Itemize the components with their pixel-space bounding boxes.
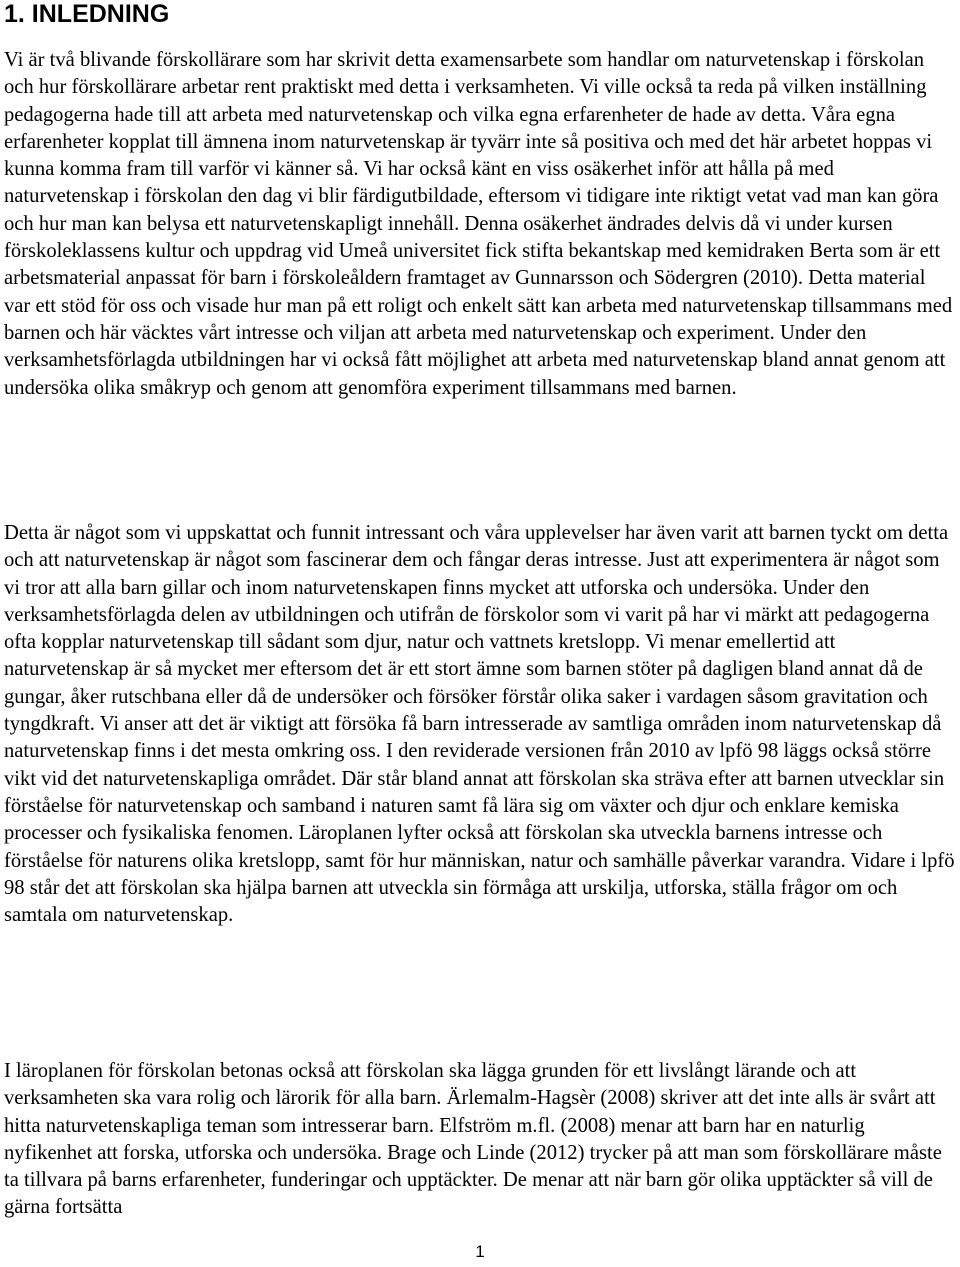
body-paragraph: I läroplanen för förskolan betonas också att förskolan ska lägga grunden för ett livslångt lärande och att verksamheten ska vara rolig och lärorik för alla barn. Ärlemalm-Hagsèr (2008) skriver att det inte alls är svårt att hitta naturvetenskapliga teman som intresserar barn. Elfström m.fl. (2008) menar att barn har en naturlig nyfikenhet att forska, utforska och undersöka. Brage och Linde (2012) trycker på att man som förskollärare måste ta tillvara på barns erfarenheter, funderingar och upptäckter. De menar att när barn gör olika upptäckter så vill de gärna fortsätta <box>4 1060 942 1219</box>
body-paragraph: Vi är två blivande förskollärare som har skrivit detta examensarbete som handlar om naturvetenskap i förskolan och hur förskollärare arbetar rent praktiskt med detta i verksamheten. Vi ville också ta reda på vilken inställning pedagogerna hade till att arbeta med naturvetenskap och vilka egna erfarenheter de hade av detta. Våra egna erfarenheter kopplat till ämnena inom naturvetenskap är tyvärr inte så positiva och med det här arbetet hoppas vi kunna komma fram till varför vi känner så. Vi har också känt en viss osäkerhet inför att hålla på med naturvetenskap i förskolan den dag vi blir färdigutbildade, eftersom vi tidigare inte riktigt vetat vad man kan göra och hur man kan belysa ett naturvetenskapligt innehåll. Denna osäkerhet ändrades delvis då vi under kursen förskoleklassens kultur och uppdrag vid Umeå universitet fick stifta bekantskap med kemidraken Berta som är ett arbetsmaterial anpassat för barn i förskoleåldern framtaget av Gunnarsson och Södergren (2010). Detta material var ett stöd för oss och visade hur man på ett roligt och enkelt sätt kan arbeta med naturvetenskap tillsammans med barnen och här väcktes vårt intresse och viljan att arbeta med naturvetenskap och experiment. Under den verksamhetsförlagda utbildningen har vi också fått möjlighet att arbeta med naturvetenskap bland annat genom att undersöka olika småkryp och genom att genomföra experiment tillsammans med barnen. <box>4 49 953 399</box>
body-paragraph: Detta är något som vi uppskattat och funnit intressant och våra upplevelser har även varit att barnen tyckt om detta och att naturvetenskap är något som fascinerar dem och fångar deras intresse. Just att experimentera är något som vi tror att alla barn gillar och inom naturvetenskapen finns mycket att utforska och undersöka. Under den verksamhetsförlagda delen av utbildningen och utifrån de förskolor som vi varit på har vi märkt att pedagogerna ofta kopplar naturvetenskap till sådant som djur, natur och vattnets kretslopp. Vi menar emellertid att naturvetenskap är så mycket mer eftersom det är ett stort ämne som barnen stöter på dagligen bland annat då de gungar, åker rutschbana eller då de undersöker och försöker förstår olika saker i vardagen såsom gravitation och tyngdkraft. Vi anser att det är viktigt att försöka få barn intresserade av samtliga områden inom naturvetenskap då naturvetenskap finns i det mesta omkring oss. I den reviderade versionen från 2010 av lpfö 98 läggs också större vikt vid det naturvetenskapliga området. Där står bland annat att förskolan ska sträva efter att barnen utvecklar sin förståelse för naturvetenskap och samband i naturen samt få lära sig om växter och djur och enklare kemiska processer och fysikaliska fenomen. Läroplanen lyfter också att förskolan ska utveckla barnens intresse och förståelse för naturens olika kretslopp, samt för hur människan, natur och samhälle påverkar varandra. Vidare i lpfö 98 står det att förskolan ska hjälpa barnen att utveckla sin förmåga att urskilja, utforska, ställa frågor om och samtala om naturvetenskap. <box>4 522 955 927</box>
page-number: 1 <box>475 1242 485 1261</box>
document-page <box>4 0 956 1219</box>
section-heading: 1. INLEDNING <box>4 0 170 28</box>
